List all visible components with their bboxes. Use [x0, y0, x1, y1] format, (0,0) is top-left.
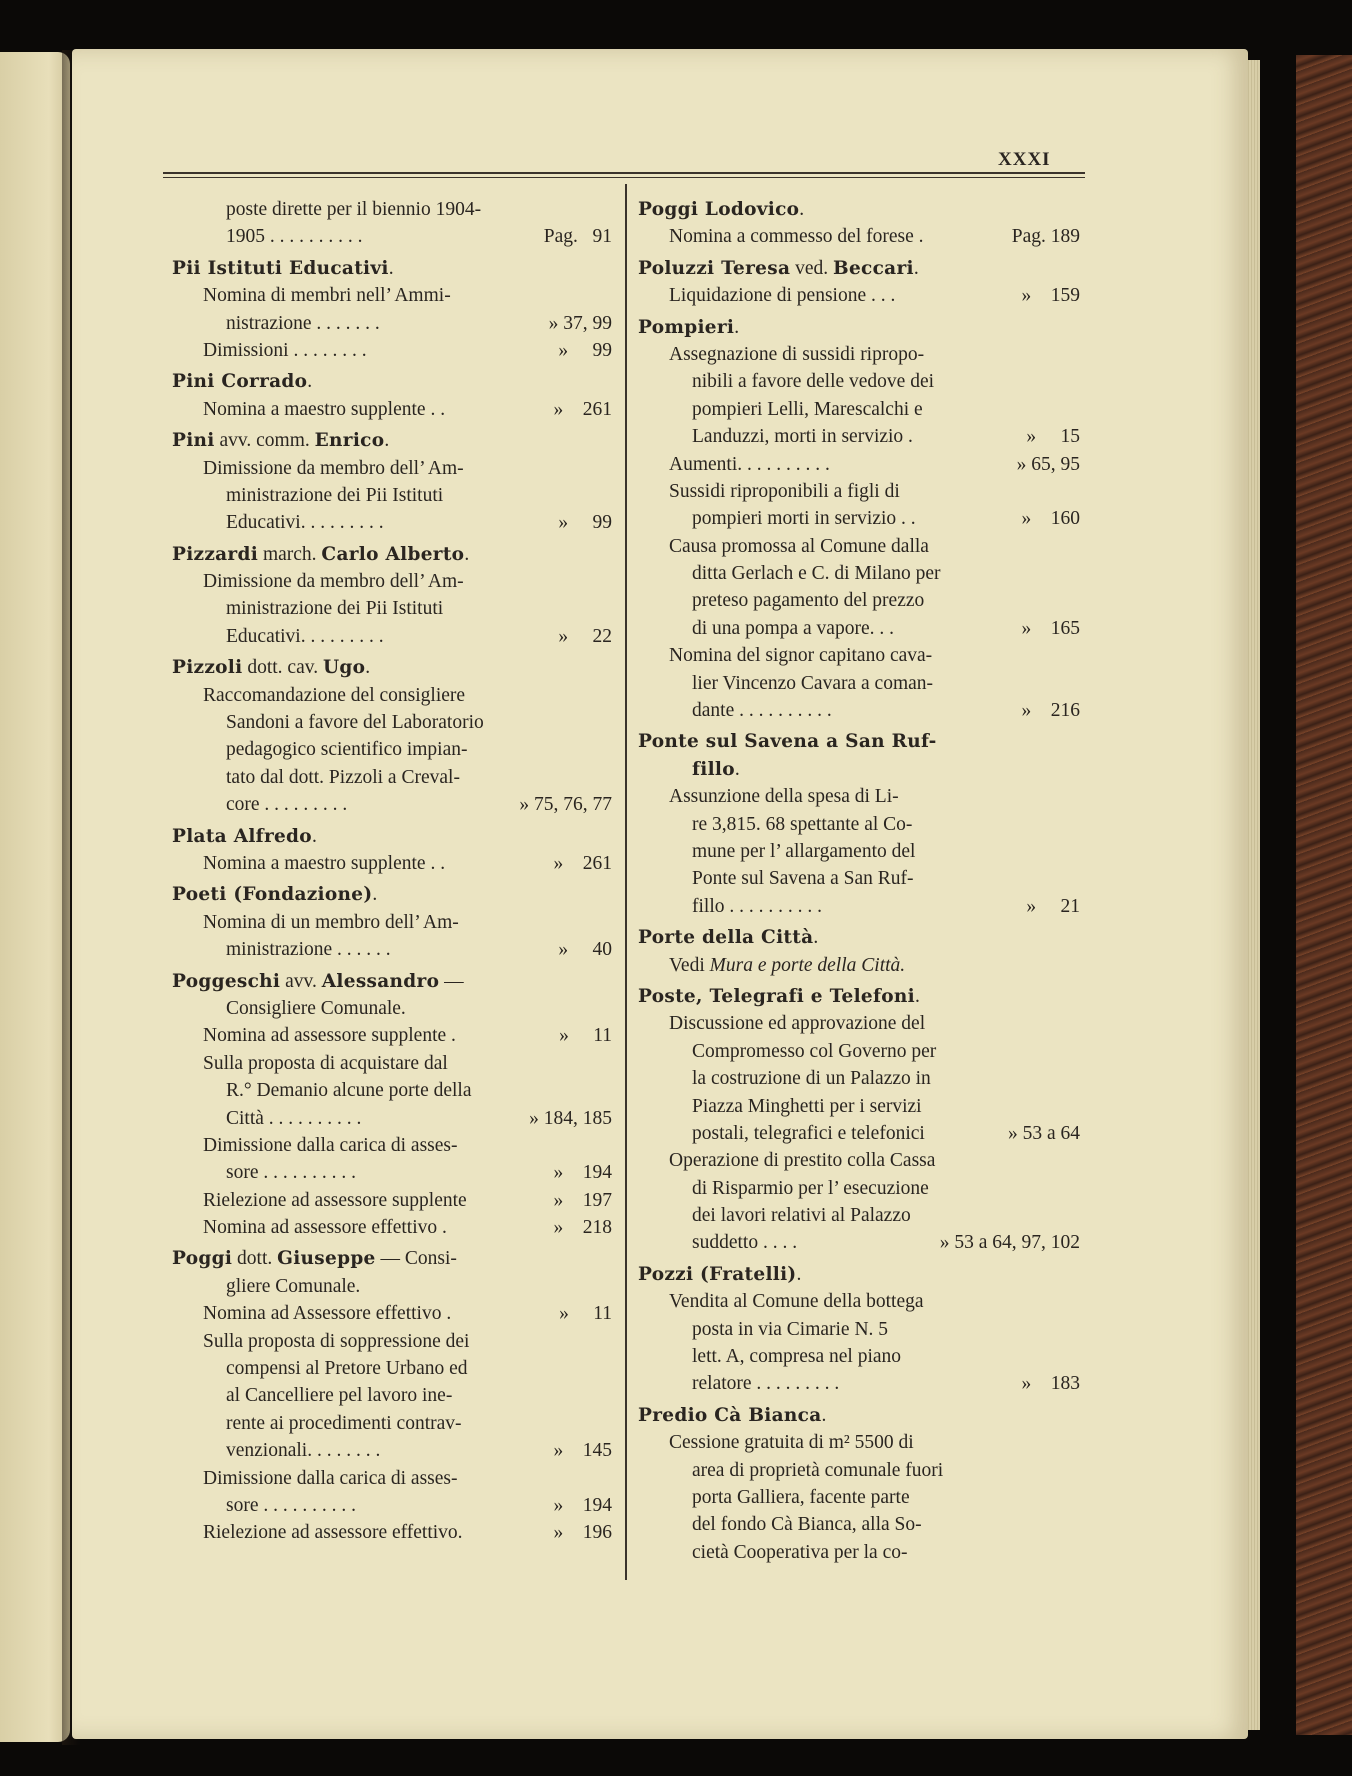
index-column-right	[638, 196, 1080, 1566]
page-reference: » 165	[1021, 617, 1080, 639]
entry-text: ditta Gerlach e C. di Milano per	[692, 563, 941, 585]
index-entry-line	[172, 1300, 612, 1327]
entry-text: lier Vincenzo Cavara a coman-	[692, 672, 934, 694]
entry-text: Raccomandazione del consigliere	[203, 684, 466, 706]
entry-text: 1905 . . . . . . . . . .	[226, 226, 363, 248]
index-entry-line	[172, 936, 612, 963]
index-entry-line	[638, 893, 1080, 920]
index-entry-line	[172, 595, 612, 622]
entry-text: — Consi-	[375, 1248, 457, 1270]
entry-name: Predio Cà Bianca	[638, 1404, 822, 1426]
entry-text: R.° Demanio alcune porte della	[226, 1080, 472, 1102]
index-entry-heading	[638, 314, 1080, 341]
index-entry-line	[638, 451, 1080, 478]
entry-text: Dimissione da membro dell’ Am-	[203, 571, 464, 593]
index-entry-line	[172, 223, 612, 250]
entry-text: Dimissione dalla carica di asses-	[203, 1134, 458, 1156]
index-entry-line	[172, 482, 612, 509]
entry-text: .	[464, 543, 470, 565]
index-entry-line	[172, 1077, 612, 1104]
entry-text: Nomina del signor capitano cava-	[669, 645, 933, 667]
entry-text: Cessione gratuita di m² 5500 di	[669, 1432, 914, 1454]
entry-name: Pii Istituti Educativi	[172, 257, 389, 279]
page-reference: » 99	[558, 512, 612, 534]
entry-text: di una pompa a vapore. . .	[692, 617, 894, 639]
entry-text: .	[913, 257, 919, 279]
index-entry-line	[638, 478, 1080, 505]
entry-text: Nomina ad assessore effettivo .	[203, 1217, 447, 1239]
entry-text: Rielezione ad assessore supplente	[203, 1189, 467, 1211]
page-reference: » 197	[553, 1189, 612, 1211]
entry-text: Nomina a maestro supplente . .	[203, 398, 446, 420]
index-entry-line	[638, 670, 1080, 697]
index-entry-line	[638, 615, 1080, 642]
entry-name: Pizzardi	[172, 543, 259, 565]
entry-text: posta in via Cimarie N. 5	[692, 1318, 889, 1340]
entry-text: nibili a favore delle vedove dei	[692, 371, 935, 393]
index-entry-line	[172, 1382, 612, 1409]
entry-text: suddetto . . . .	[692, 1232, 798, 1254]
index-entry-line	[638, 642, 1080, 669]
page-reference: » 75, 76, 77	[519, 794, 612, 816]
entry-text: di Risparmio per l’ esecuzione	[692, 1177, 929, 1199]
index-entry-line	[172, 995, 612, 1022]
entry-name: Pompieri	[638, 316, 735, 338]
index-entry-line	[638, 1370, 1080, 1397]
index-entry-line	[172, 1328, 612, 1355]
index-entry-line	[638, 368, 1080, 395]
entry-text: lett. A, compresa nel piano	[692, 1346, 902, 1368]
page-reference: » 216	[1021, 700, 1080, 722]
entry-text: .	[384, 430, 390, 452]
entry-text: tato dal dott. Pizzoli a Creval-	[226, 766, 460, 788]
page-reference: » 53 a 64, 97, 102	[939, 1232, 1080, 1254]
entry-text: Vedi	[669, 954, 710, 976]
index-entry-line	[638, 1065, 1080, 1092]
entry-text: Aumenti. . . . . . . . . .	[669, 453, 830, 475]
entry-text: Nomina di membri nell’ Ammi-	[203, 285, 451, 307]
entry-text: Dimissioni . . . . . . . .	[203, 339, 367, 361]
index-entry-line	[172, 736, 612, 763]
entry-name: Poste, Telegrafi e Telefoni	[638, 985, 915, 1007]
entry-text: Educativi. . . . . . . . .	[226, 625, 384, 647]
index-entry-line	[638, 1539, 1080, 1566]
page-reference: » 196	[553, 1522, 612, 1544]
index-entry-line	[638, 1120, 1080, 1147]
entry-name: Ugo	[322, 657, 366, 679]
index-entry-line	[172, 337, 612, 364]
index-entry-heading	[172, 968, 612, 995]
index-entry-line	[638, 1511, 1080, 1538]
entry-text: compensi al Pretore Urbano ed	[226, 1358, 468, 1380]
entry-text: Sandoni a favore del Laboratorio	[226, 712, 484, 734]
page-folio: XXXI	[998, 149, 1051, 170]
entry-text: .	[813, 927, 819, 949]
index-entry-heading	[172, 255, 612, 282]
entry-text: avv. comm.	[214, 430, 315, 452]
index-entry-line	[172, 1214, 612, 1241]
index-entry-line	[638, 341, 1080, 368]
entry-text: Piazza Minghetti per i servizi	[692, 1095, 922, 1117]
index-entry-line	[172, 1465, 612, 1492]
index-entry-line	[172, 709, 612, 736]
page-reference: » 22	[558, 625, 612, 647]
entry-text: .	[796, 1263, 802, 1285]
entry-text: nistrazione . . . . . . .	[226, 312, 380, 334]
entry-name: Plata Alfredo	[172, 825, 312, 847]
entry-text: Vendita al Comune della bottega	[669, 1291, 924, 1313]
entry-name: Poeti (Fondazione)	[172, 884, 373, 906]
page-reference: » 40	[558, 939, 612, 961]
entry-text: cietà Cooperativa per la co-	[692, 1541, 908, 1563]
index-entry-line	[638, 1093, 1080, 1120]
page-reference: » 159	[1021, 285, 1080, 307]
index-entry-heading	[638, 1402, 1080, 1429]
index-entry-heading	[638, 924, 1080, 951]
index-entry-line	[172, 1187, 612, 1214]
index-entry-line	[172, 196, 612, 223]
index-entry-line	[172, 1159, 612, 1186]
entry-text: Nomina ad assessore supplente .	[203, 1025, 456, 1047]
page-stack-edges	[1246, 60, 1260, 1730]
index-entry-line	[172, 1273, 612, 1300]
index-entry-line	[172, 568, 612, 595]
entry-text: Sulla proposta di acquistare dal	[203, 1052, 448, 1074]
index-entry-line	[638, 1175, 1080, 1202]
entry-text: Sulla proposta di soppressione dei	[203, 1330, 470, 1352]
entry-text: Liquidazione di pensione . . .	[669, 285, 896, 307]
entry-text: ministrazione dei Pii Istituti	[226, 598, 444, 620]
entry-name: Enrico	[314, 430, 385, 452]
index-entry-heading	[172, 368, 612, 395]
index-entry-heading	[172, 1245, 612, 1272]
page-reference: » 37, 99	[548, 312, 612, 334]
entry-text: .	[388, 257, 394, 279]
entry-text: preteso pagamento del prezzo	[692, 590, 925, 612]
page-reference: » 160	[1021, 508, 1080, 530]
entry-text: pompieri morti in servizio . .	[692, 508, 916, 530]
index-entry-line	[172, 1410, 612, 1437]
entry-text: Dimissione dalla carica di asses-	[203, 1467, 458, 1489]
entry-text: al Cancelliere pel lavoro ine-	[226, 1385, 453, 1407]
entry-text: Educativi. . . . . . . . .	[226, 512, 384, 534]
entry-text: avv.	[280, 970, 322, 992]
index-entry-line	[638, 697, 1080, 724]
index-entry-heading	[638, 728, 1080, 755]
page-reference: » 184, 185	[529, 1107, 612, 1129]
cross-reference: Mura e porte della Città.	[709, 954, 906, 976]
entry-text: Sussidi riproponibili a figli di	[669, 480, 900, 502]
index-entry-line	[172, 682, 612, 709]
index-entry-line	[638, 1457, 1080, 1484]
index-entry-heading	[172, 654, 612, 681]
entry-text: Consigliere Comunale.	[226, 997, 406, 1019]
page-reference: » 65, 95	[1016, 453, 1080, 475]
page-reference: » 194	[553, 1162, 612, 1184]
page-reference: » 21	[1026, 895, 1080, 917]
entry-name: Pini Corrado	[172, 371, 308, 393]
entry-name: fillo	[692, 758, 735, 780]
index-entry-heading	[172, 541, 612, 568]
entry-text: .	[734, 758, 740, 780]
entry-text: .	[311, 825, 317, 847]
entry-text: Compromesso col Governo per	[692, 1040, 937, 1062]
entry-text: pompieri Lelli, Marescalchi e	[692, 398, 923, 420]
entry-text: ministrazione . . . . . .	[226, 939, 391, 961]
entry-text: Discussione ed approvazione del	[669, 1013, 926, 1035]
entry-text: venzionali. . . . . . . .	[226, 1440, 381, 1462]
entry-text: porta Galliera, facente parte	[692, 1486, 910, 1508]
entry-text: Assegnazione di sussidi ripropo-	[669, 343, 925, 365]
entry-text: .	[734, 316, 740, 338]
index-entry-line	[638, 1316, 1080, 1343]
index-entry-line	[638, 1229, 1080, 1256]
entry-text: Nomina ad Assessore effettivo .	[203, 1303, 452, 1325]
index-entry-line	[172, 764, 612, 791]
page-reference: » 145	[553, 1440, 612, 1462]
entry-text: poste dirette per il biennio 1904-	[226, 199, 482, 220]
index-entry-line	[172, 1355, 612, 1382]
entry-name: Beccari	[833, 257, 914, 279]
entry-name: Carlo Alberto	[321, 543, 465, 565]
entry-name: Pini	[172, 430, 215, 452]
index-entry-line	[172, 623, 612, 650]
index-entry-line	[172, 396, 612, 423]
previous-page-edge	[0, 52, 70, 1742]
entry-text: dott. cav.	[242, 657, 323, 679]
entry-text: Ponte sul Savena a San Ruf-	[692, 868, 914, 890]
index-entry-line	[638, 282, 1080, 309]
page-reference: » 261	[553, 398, 612, 420]
entry-text: dei lavori relativi al Palazzo	[692, 1205, 911, 1227]
index-column-left	[172, 196, 612, 1547]
entry-name: Poggeschi	[172, 970, 281, 992]
index-entry-line	[172, 282, 612, 309]
entry-text: march.	[258, 543, 322, 565]
entry-text: dante . . . . . . . . . .	[692, 700, 832, 722]
entry-text: dott.	[232, 1248, 278, 1270]
index-entry-line	[172, 1050, 612, 1077]
index-entry-line	[172, 850, 612, 877]
entry-text: .	[307, 371, 313, 393]
entry-text: sore . . . . . . . . . .	[226, 1494, 356, 1516]
entry-text: .	[365, 657, 371, 679]
index-entry-line	[638, 1147, 1080, 1174]
index-entry-line	[638, 952, 1080, 979]
index-entry-line	[638, 838, 1080, 865]
entry-text: rente ai procedimenti contrav-	[226, 1412, 462, 1434]
entry-text: Rielezione ad assessore effettivo.	[203, 1522, 463, 1544]
page-reference: » 183	[1021, 1373, 1080, 1395]
index-entry-line	[638, 533, 1080, 560]
entry-text: Landuzzi, morti in servizio .	[692, 426, 913, 448]
entry-text: del fondo Cà Bianca, alla So-	[692, 1514, 922, 1536]
entry-text: Operazione di prestito colla Cassa	[669, 1150, 936, 1172]
entry-text: .	[372, 884, 378, 906]
index-entry-heading	[638, 983, 1080, 1010]
page-reference: » 99	[558, 339, 612, 361]
index-entry-line	[172, 1519, 612, 1546]
index-entry-heading	[172, 427, 612, 454]
page-reference: » 194	[553, 1494, 612, 1516]
entry-text: re 3,815. 68 spettante al Co-	[692, 813, 913, 835]
entry-text: .	[914, 985, 920, 1007]
index-entry-line	[172, 791, 612, 818]
index-entry-line	[172, 1022, 612, 1049]
index-entry-line	[638, 1484, 1080, 1511]
index-entry-line	[638, 1288, 1080, 1315]
index-entry-line	[638, 1429, 1080, 1456]
index-entry-heading	[638, 1261, 1080, 1288]
entry-name: Porte della Città	[638, 927, 814, 949]
entry-text: Nomina a commesso del forese .	[669, 226, 924, 248]
page-reference: » 15	[1026, 426, 1080, 448]
entry-text: Dimissione da membro dell’ Am-	[203, 457, 464, 479]
index-entry-line	[638, 756, 1080, 783]
entry-text: .	[821, 1404, 827, 1426]
header-rule-top	[163, 172, 1085, 174]
entry-name: Pozzi (Fratelli)	[638, 1263, 797, 1285]
entry-text: fillo . . . . . . . . . .	[692, 895, 822, 917]
entry-text: Città . . . . . . . . . .	[226, 1107, 362, 1129]
column-divider	[625, 184, 627, 1580]
entry-name: Poggi	[172, 1248, 233, 1270]
entry-name: Giuseppe	[277, 1248, 376, 1270]
index-entry-line	[172, 455, 612, 482]
page-reference: » 11	[559, 1303, 612, 1325]
entry-name: Alessandro	[321, 970, 440, 992]
page-reference: » 218	[553, 1217, 612, 1239]
book-cover-edge	[1296, 55, 1352, 1735]
index-entry-line	[172, 1132, 612, 1159]
index-entry-line	[638, 223, 1080, 250]
index-entry-heading	[638, 255, 1080, 282]
page-reference: » 261	[553, 852, 612, 874]
index-entry-line	[638, 783, 1080, 810]
page-reference: » 53 a 64	[1007, 1122, 1080, 1144]
entry-text: Assunzione della spesa di Li-	[669, 786, 899, 808]
index-entry-line	[172, 1492, 612, 1519]
entry-text: la costruzione di un Palazzo in	[692, 1068, 931, 1090]
page-reference: » 11	[559, 1025, 612, 1047]
index-entry-line	[638, 396, 1080, 423]
page-reference: Pag. 91	[543, 226, 612, 248]
entry-name: Poggi Lodovico	[638, 199, 800, 220]
entry-text: postali, telegrafici e telefonici	[692, 1122, 925, 1144]
index-entry-heading	[172, 881, 612, 908]
page-reference: Pag. 189	[1011, 226, 1080, 248]
index-entry-line	[638, 587, 1080, 614]
entry-text: pedagogico scientifico impian-	[226, 739, 468, 761]
index-entry-line	[638, 505, 1080, 532]
entry-text: ministrazione dei Pii Istituti	[226, 484, 444, 506]
entry-text: mune per l’ allargamento del	[692, 840, 916, 862]
entry-text: Causa promossa al Comune dalla	[669, 535, 929, 557]
index-entry-heading	[172, 823, 612, 850]
entry-name: Ponte sul Savena a San Ruf-	[638, 731, 937, 753]
index-entry-heading	[638, 196, 1080, 223]
index-entry-line	[172, 310, 612, 337]
entry-text: gliere Comunale.	[226, 1275, 361, 1297]
index-entry-line	[638, 1202, 1080, 1229]
entry-text: —	[439, 970, 464, 992]
index-entry-line	[638, 1038, 1080, 1065]
entry-name: Poluzzi Teresa	[638, 257, 791, 279]
entry-text: Nomina di un membro dell’ Am-	[203, 911, 459, 933]
index-entry-line	[172, 509, 612, 536]
index-entry-line	[172, 1105, 612, 1132]
entry-text: sore . . . . . . . . . .	[226, 1162, 356, 1184]
index-entry-line	[638, 865, 1080, 892]
entry-text: core . . . . . . . . .	[226, 794, 348, 816]
entry-text: Nomina a maestro supplente . .	[203, 852, 446, 874]
index-entry-line	[172, 1437, 612, 1464]
entry-text: area di proprietà comunale fuori	[692, 1459, 944, 1481]
entry-name: Pizzoli	[172, 657, 243, 679]
index-entry-line	[638, 423, 1080, 450]
header-rule-bottom	[163, 177, 1085, 178]
index-entry-line	[172, 909, 612, 936]
entry-text: relatore . . . . . . . . .	[692, 1373, 840, 1395]
index-entry-line	[638, 1010, 1080, 1037]
entry-text: .	[799, 199, 805, 220]
entry-text: ved.	[790, 257, 834, 279]
index-entry-line	[638, 1343, 1080, 1370]
index-entry-line	[638, 811, 1080, 838]
index-entry-line	[638, 560, 1080, 587]
